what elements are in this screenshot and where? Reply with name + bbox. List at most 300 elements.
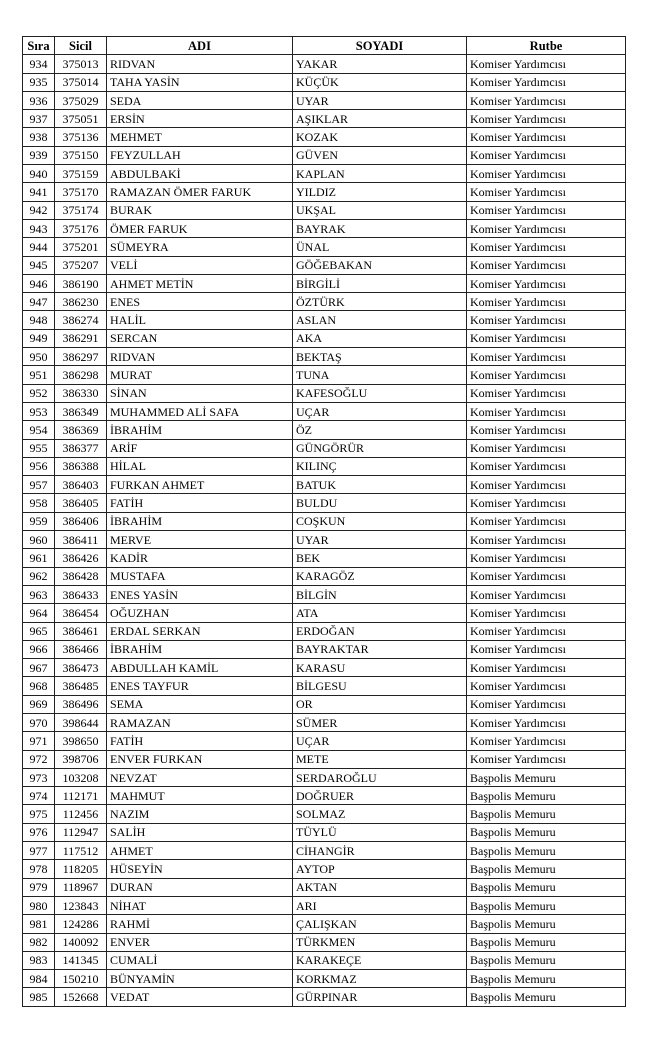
- cell-adi: SÜMEYRA: [107, 238, 293, 256]
- table-row: [23, 604, 626, 622]
- cell-soyadi: KARAKEÇE: [293, 951, 467, 969]
- table-row: [23, 768, 626, 786]
- cell-soyadi: AKTAN: [293, 878, 467, 896]
- cell-sicil: 386291: [55, 329, 107, 347]
- cell-adi: DURAN: [107, 878, 293, 896]
- cell-rutbe: Komiser Yardımcısı: [467, 512, 626, 530]
- cell-sicil: 386406: [55, 512, 107, 530]
- cell-sicil: 386330: [55, 384, 107, 402]
- cell-sira: 940: [23, 165, 55, 183]
- cell-sicil: 386349: [55, 402, 107, 420]
- cell-soyadi: METE: [293, 750, 467, 768]
- cell-rutbe: Başpolis Memuru: [467, 787, 626, 805]
- cell-sicil: 123843: [55, 896, 107, 914]
- cell-sicil: 386190: [55, 274, 107, 292]
- cell-sira: 968: [23, 677, 55, 695]
- cell-sicil: 152668: [55, 988, 107, 1006]
- cell-adi: NAZIM: [107, 805, 293, 823]
- table-row: [23, 732, 626, 750]
- cell-rutbe: Komiser Yardımcısı: [467, 55, 626, 73]
- cell-sicil: 386426: [55, 549, 107, 567]
- cell-sicil: 386411: [55, 531, 107, 549]
- cell-soyadi: ÖZTÜRK: [293, 293, 467, 311]
- cell-sira: 960: [23, 531, 55, 549]
- table-row: [23, 823, 626, 841]
- cell-adi: RIDVAN: [107, 55, 293, 73]
- cell-soyadi: BEKTAŞ: [293, 348, 467, 366]
- cell-adi: AHMET: [107, 842, 293, 860]
- cell-rutbe: Başpolis Memuru: [467, 988, 626, 1006]
- cell-rutbe: Komiser Yardımcısı: [467, 238, 626, 256]
- cell-sicil: 103208: [55, 768, 107, 786]
- cell-rutbe: Başpolis Memuru: [467, 970, 626, 988]
- cell-rutbe: Komiser Yardımcısı: [467, 201, 626, 219]
- table-row: [23, 567, 626, 585]
- cell-rutbe: Komiser Yardımcısı: [467, 402, 626, 420]
- cell-soyadi: UKŞAL: [293, 201, 467, 219]
- cell-rutbe: Komiser Yardımcısı: [467, 494, 626, 512]
- table-row: [23, 110, 626, 128]
- cell-rutbe: Komiser Yardımcısı: [467, 695, 626, 713]
- table-row: [23, 476, 626, 494]
- table-row: [23, 457, 626, 475]
- table-row: [23, 439, 626, 457]
- cell-rutbe: Komiser Yardımcısı: [467, 622, 626, 640]
- cell-sira: 971: [23, 732, 55, 750]
- cell-sicil: 112947: [55, 823, 107, 841]
- cell-adi: RAMAZAN ÖMER FARUK: [107, 183, 293, 201]
- cell-adi: FEYZULLAH: [107, 146, 293, 164]
- cell-sicil: 112456: [55, 805, 107, 823]
- cell-soyadi: SOLMAZ: [293, 805, 467, 823]
- cell-sicil: 375051: [55, 110, 107, 128]
- cell-adi: MUHAMMED ALİ SAFA: [107, 402, 293, 420]
- cell-sicil: 375029: [55, 91, 107, 109]
- cell-soyadi: BİLGİN: [293, 585, 467, 603]
- cell-sicil: 117512: [55, 842, 107, 860]
- cell-soyadi: OR: [293, 695, 467, 713]
- cell-sicil: 398650: [55, 732, 107, 750]
- cell-rutbe: Komiser Yardımcısı: [467, 659, 626, 677]
- cell-rutbe: Komiser Yardımcısı: [467, 567, 626, 585]
- cell-sicil: 375013: [55, 55, 107, 73]
- cell-sira: 964: [23, 604, 55, 622]
- cell-adi: İBRAHİM: [107, 640, 293, 658]
- table-row: [23, 805, 626, 823]
- cell-rutbe: Komiser Yardımcısı: [467, 732, 626, 750]
- table-row: [23, 988, 626, 1006]
- cell-adi: BÜNYAMİN: [107, 970, 293, 988]
- table-row: [23, 348, 626, 366]
- cell-adi: ENVER FURKAN: [107, 750, 293, 768]
- cell-soyadi: GÜNGÖRÜR: [293, 439, 467, 457]
- table-row: [23, 860, 626, 878]
- cell-sira: 937: [23, 110, 55, 128]
- cell-sicil: 375201: [55, 238, 107, 256]
- cell-soyadi: YAKAR: [293, 55, 467, 73]
- cell-rutbe: Komiser Yardımcısı: [467, 421, 626, 439]
- cell-rutbe: Komiser Yardımcısı: [467, 165, 626, 183]
- cell-soyadi: ÜNAL: [293, 238, 467, 256]
- cell-sicil: 150210: [55, 970, 107, 988]
- cell-sicil: 375170: [55, 183, 107, 201]
- cell-soyadi: BAYRAK: [293, 219, 467, 237]
- cell-soyadi: AKA: [293, 329, 467, 347]
- cell-rutbe: Komiser Yardımcısı: [467, 366, 626, 384]
- cell-sicil: 386405: [55, 494, 107, 512]
- cell-rutbe: Başpolis Memuru: [467, 860, 626, 878]
- cell-sira: 954: [23, 421, 55, 439]
- cell-adi: RAMAZAN: [107, 713, 293, 731]
- cell-sira: 942: [23, 201, 55, 219]
- table-row: [23, 622, 626, 640]
- cell-soyadi: UYAR: [293, 91, 467, 109]
- cell-rutbe: Başpolis Memuru: [467, 878, 626, 896]
- cell-rutbe: Komiser Yardımcısı: [467, 293, 626, 311]
- cell-rutbe: Komiser Yardımcısı: [467, 457, 626, 475]
- cell-adi: HÜSEYİN: [107, 860, 293, 878]
- cell-sicil: 118967: [55, 878, 107, 896]
- cell-sira: 952: [23, 384, 55, 402]
- cell-soyadi: KORKMAZ: [293, 970, 467, 988]
- cell-sira: 983: [23, 951, 55, 969]
- cell-soyadi: SERDAROĞLU: [293, 768, 467, 786]
- cell-sira: 948: [23, 311, 55, 329]
- cell-sira: 974: [23, 787, 55, 805]
- cell-rutbe: Komiser Yardımcısı: [467, 73, 626, 91]
- cell-soyadi: BULDU: [293, 494, 467, 512]
- cell-adi: VELİ: [107, 256, 293, 274]
- cell-adi: SEMA: [107, 695, 293, 713]
- table-row: [23, 549, 626, 567]
- cell-sicil: 375176: [55, 219, 107, 237]
- cell-sicil: 386433: [55, 585, 107, 603]
- cell-sira: 959: [23, 512, 55, 530]
- cell-adi: OĞUZHAN: [107, 604, 293, 622]
- table-row: [23, 951, 626, 969]
- table-row: [23, 201, 626, 219]
- cell-soyadi: KARAGÖZ: [293, 567, 467, 585]
- cell-sira: 963: [23, 585, 55, 603]
- cell-rutbe: Komiser Yardımcısı: [467, 329, 626, 347]
- cell-rutbe: Komiser Yardımcısı: [467, 677, 626, 695]
- cell-sicil: 375174: [55, 201, 107, 219]
- table-row: [23, 128, 626, 146]
- table-row: [23, 915, 626, 933]
- cell-sira: 975: [23, 805, 55, 823]
- cell-adi: SİNAN: [107, 384, 293, 402]
- cell-soyadi: BAYRAKTAR: [293, 640, 467, 658]
- cell-soyadi: KAPLAN: [293, 165, 467, 183]
- table-row: [23, 494, 626, 512]
- cell-adi: ENES: [107, 293, 293, 311]
- cell-adi: MERVE: [107, 531, 293, 549]
- cell-adi: CUMALİ: [107, 951, 293, 969]
- cell-sicil: 386461: [55, 622, 107, 640]
- cell-sicil: 375150: [55, 146, 107, 164]
- cell-sicil: 386298: [55, 366, 107, 384]
- cell-adi: ARİF: [107, 439, 293, 457]
- table-row: [23, 421, 626, 439]
- cell-soyadi: ÖZ: [293, 421, 467, 439]
- cell-soyadi: ÇALIŞKAN: [293, 915, 467, 933]
- cell-rutbe: Komiser Yardımcısı: [467, 384, 626, 402]
- table-row: [23, 878, 626, 896]
- cell-adi: AHMET METİN: [107, 274, 293, 292]
- table-row: [23, 713, 626, 731]
- cell-sira: 985: [23, 988, 55, 1006]
- table-row: [23, 329, 626, 347]
- cell-sira: 955: [23, 439, 55, 457]
- cell-soyadi: ERDOĞAN: [293, 622, 467, 640]
- cell-adi: ABDULBAKİ: [107, 165, 293, 183]
- table-row: [23, 842, 626, 860]
- cell-soyadi: TUNA: [293, 366, 467, 384]
- cell-sicil: 386473: [55, 659, 107, 677]
- cell-rutbe: Komiser Yardımcısı: [467, 549, 626, 567]
- cell-soyadi: BİLGESU: [293, 677, 467, 695]
- table-row: [23, 256, 626, 274]
- cell-sira: 956: [23, 457, 55, 475]
- cell-adi: NİHAT: [107, 896, 293, 914]
- cell-adi: SERCAN: [107, 329, 293, 347]
- table-row: [23, 366, 626, 384]
- table-row: [23, 384, 626, 402]
- cell-sicil: 398644: [55, 713, 107, 731]
- cell-adi: TAHA YASİN: [107, 73, 293, 91]
- table-row: [23, 183, 626, 201]
- table-row: [23, 659, 626, 677]
- table-row: [23, 640, 626, 658]
- cell-adi: ERDAL SERKAN: [107, 622, 293, 640]
- personnel-table: [22, 36, 626, 1007]
- cell-rutbe: Komiser Yardımcısı: [467, 146, 626, 164]
- cell-soyadi: GÜVEN: [293, 146, 467, 164]
- cell-sicil: 386485: [55, 677, 107, 695]
- cell-sira: 958: [23, 494, 55, 512]
- cell-sira: 953: [23, 402, 55, 420]
- header-sicil: Sicil: [55, 37, 107, 55]
- cell-rutbe: Komiser Yardımcısı: [467, 750, 626, 768]
- cell-sira: 972: [23, 750, 55, 768]
- cell-soyadi: AŞIKLAR: [293, 110, 467, 128]
- cell-rutbe: Başpolis Memuru: [467, 915, 626, 933]
- cell-adi: FATİH: [107, 732, 293, 750]
- cell-sira: 944: [23, 238, 55, 256]
- cell-adi: MEHMET: [107, 128, 293, 146]
- cell-soyadi: TÜRKMEN: [293, 933, 467, 951]
- cell-rutbe: Komiser Yardımcısı: [467, 128, 626, 146]
- cell-adi: ENES YASİN: [107, 585, 293, 603]
- header-adi: ADI: [107, 37, 293, 55]
- cell-adi: ENVER: [107, 933, 293, 951]
- cell-soyadi: BATUK: [293, 476, 467, 494]
- cell-soyadi: UYAR: [293, 531, 467, 549]
- table-row: [23, 750, 626, 768]
- cell-sira: 939: [23, 146, 55, 164]
- cell-sicil: 386388: [55, 457, 107, 475]
- cell-rutbe: Komiser Yardımcısı: [467, 439, 626, 457]
- cell-rutbe: Başpolis Memuru: [467, 951, 626, 969]
- cell-sira: 945: [23, 256, 55, 274]
- cell-sira: 980: [23, 896, 55, 914]
- table-row: [23, 293, 626, 311]
- cell-sira: 977: [23, 842, 55, 860]
- cell-sira: 984: [23, 970, 55, 988]
- table-row: [23, 585, 626, 603]
- cell-sicil: 386403: [55, 476, 107, 494]
- cell-soyadi: YILDIZ: [293, 183, 467, 201]
- table-row: [23, 73, 626, 91]
- cell-adi: ÖMER FARUK: [107, 219, 293, 237]
- cell-sira: 962: [23, 567, 55, 585]
- table-row: [23, 402, 626, 420]
- cell-rutbe: Komiser Yardımcısı: [467, 311, 626, 329]
- cell-adi: SALİH: [107, 823, 293, 841]
- table-row: [23, 677, 626, 695]
- cell-rutbe: Komiser Yardımcısı: [467, 604, 626, 622]
- cell-rutbe: Başpolis Memuru: [467, 805, 626, 823]
- cell-sicil: 398706: [55, 750, 107, 768]
- table-row: [23, 695, 626, 713]
- cell-soyadi: KAFESOĞLU: [293, 384, 467, 402]
- cell-sicil: 386454: [55, 604, 107, 622]
- cell-sicil: 386377: [55, 439, 107, 457]
- cell-adi: ABDULLAH KAMİL: [107, 659, 293, 677]
- cell-adi: ERSİN: [107, 110, 293, 128]
- table-row: [23, 146, 626, 164]
- table-row: [23, 896, 626, 914]
- cell-adi: MURAT: [107, 366, 293, 384]
- cell-sira: 946: [23, 274, 55, 292]
- table-row: [23, 933, 626, 951]
- cell-sicil: 375014: [55, 73, 107, 91]
- cell-rutbe: Komiser Yardımcısı: [467, 640, 626, 658]
- cell-soyadi: BEK: [293, 549, 467, 567]
- cell-soyadi: KÜÇÜK: [293, 73, 467, 91]
- cell-soyadi: BİRGİLİ: [293, 274, 467, 292]
- cell-sira: 943: [23, 219, 55, 237]
- cell-rutbe: Komiser Yardımcısı: [467, 256, 626, 274]
- table-row: [23, 970, 626, 988]
- cell-adi: SEDA: [107, 91, 293, 109]
- cell-soyadi: CİHANGİR: [293, 842, 467, 860]
- cell-adi: HALİL: [107, 311, 293, 329]
- cell-adi: FURKAN AHMET: [107, 476, 293, 494]
- cell-rutbe: Komiser Yardımcısı: [467, 91, 626, 109]
- cell-soyadi: DOĞRUER: [293, 787, 467, 805]
- cell-rutbe: Başpolis Memuru: [467, 823, 626, 841]
- cell-soyadi: ASLAN: [293, 311, 467, 329]
- cell-adi: BURAK: [107, 201, 293, 219]
- cell-sira: 961: [23, 549, 55, 567]
- cell-sira: 973: [23, 768, 55, 786]
- cell-rutbe: Komiser Yardımcısı: [467, 274, 626, 292]
- cell-soyadi: GÜRPINAR: [293, 988, 467, 1006]
- table-row: [23, 787, 626, 805]
- cell-sira: 938: [23, 128, 55, 146]
- cell-adi: MUSTAFA: [107, 567, 293, 585]
- cell-soyadi: ATA: [293, 604, 467, 622]
- cell-sira: 979: [23, 878, 55, 896]
- cell-sira: 947: [23, 293, 55, 311]
- table-row: [23, 238, 626, 256]
- cell-soyadi: SÜMER: [293, 713, 467, 731]
- cell-sira: 970: [23, 713, 55, 731]
- cell-rutbe: Komiser Yardımcısı: [467, 585, 626, 603]
- cell-rutbe: Başpolis Memuru: [467, 896, 626, 914]
- cell-sira: 949: [23, 329, 55, 347]
- cell-sira: 934: [23, 55, 55, 73]
- cell-soyadi: KILINÇ: [293, 457, 467, 475]
- cell-rutbe: Komiser Yardımcısı: [467, 183, 626, 201]
- cell-sira: 982: [23, 933, 55, 951]
- cell-sicil: 124286: [55, 915, 107, 933]
- cell-soyadi: UÇAR: [293, 732, 467, 750]
- cell-adi: NEVZAT: [107, 768, 293, 786]
- cell-sicil: 112171: [55, 787, 107, 805]
- cell-sicil: 386428: [55, 567, 107, 585]
- table-row: [23, 165, 626, 183]
- cell-adi: RIDVAN: [107, 348, 293, 366]
- cell-adi: HİLAL: [107, 457, 293, 475]
- table-header-row: [23, 37, 626, 55]
- cell-sicil: 386297: [55, 348, 107, 366]
- cell-sira: 969: [23, 695, 55, 713]
- cell-rutbe: Komiser Yardımcısı: [467, 110, 626, 128]
- cell-sira: 978: [23, 860, 55, 878]
- cell-sicil: 386230: [55, 293, 107, 311]
- cell-rutbe: Başpolis Memuru: [467, 842, 626, 860]
- cell-sicil: 375159: [55, 165, 107, 183]
- cell-rutbe: Komiser Yardımcısı: [467, 713, 626, 731]
- cell-soyadi: AYTOP: [293, 860, 467, 878]
- cell-sira: 981: [23, 915, 55, 933]
- cell-rutbe: Başpolis Memuru: [467, 768, 626, 786]
- cell-sira: 965: [23, 622, 55, 640]
- cell-sira: 957: [23, 476, 55, 494]
- cell-sira: 951: [23, 366, 55, 384]
- cell-soyadi: ARI: [293, 896, 467, 914]
- header-soyadi: SOYADI: [293, 37, 467, 55]
- cell-adi: VEDAT: [107, 988, 293, 1006]
- cell-adi: FATİH: [107, 494, 293, 512]
- header-sira: Sıra: [23, 37, 55, 55]
- cell-sicil: 386496: [55, 695, 107, 713]
- cell-rutbe: Komiser Yardımcısı: [467, 476, 626, 494]
- cell-rutbe: Komiser Yardımcısı: [467, 219, 626, 237]
- cell-sicil: 386274: [55, 311, 107, 329]
- cell-adi: RAHMİ: [107, 915, 293, 933]
- cell-sira: 976: [23, 823, 55, 841]
- header-rutbe: Rutbe: [467, 37, 626, 55]
- cell-rutbe: Başpolis Memuru: [467, 933, 626, 951]
- cell-rutbe: Komiser Yardımcısı: [467, 531, 626, 549]
- cell-sira: 966: [23, 640, 55, 658]
- cell-adi: İBRAHİM: [107, 512, 293, 530]
- cell-rutbe: Komiser Yardımcısı: [467, 348, 626, 366]
- cell-sicil: 141345: [55, 951, 107, 969]
- cell-adi: MAHMUT: [107, 787, 293, 805]
- cell-soyadi: TÜYLÜ: [293, 823, 467, 841]
- table-row: [23, 311, 626, 329]
- table-row: [23, 219, 626, 237]
- cell-soyadi: COŞKUN: [293, 512, 467, 530]
- cell-adi: ENES TAYFUR: [107, 677, 293, 695]
- table-row: [23, 274, 626, 292]
- cell-soyadi: KOZAK: [293, 128, 467, 146]
- cell-soyadi: GÖĞEBAKAN: [293, 256, 467, 274]
